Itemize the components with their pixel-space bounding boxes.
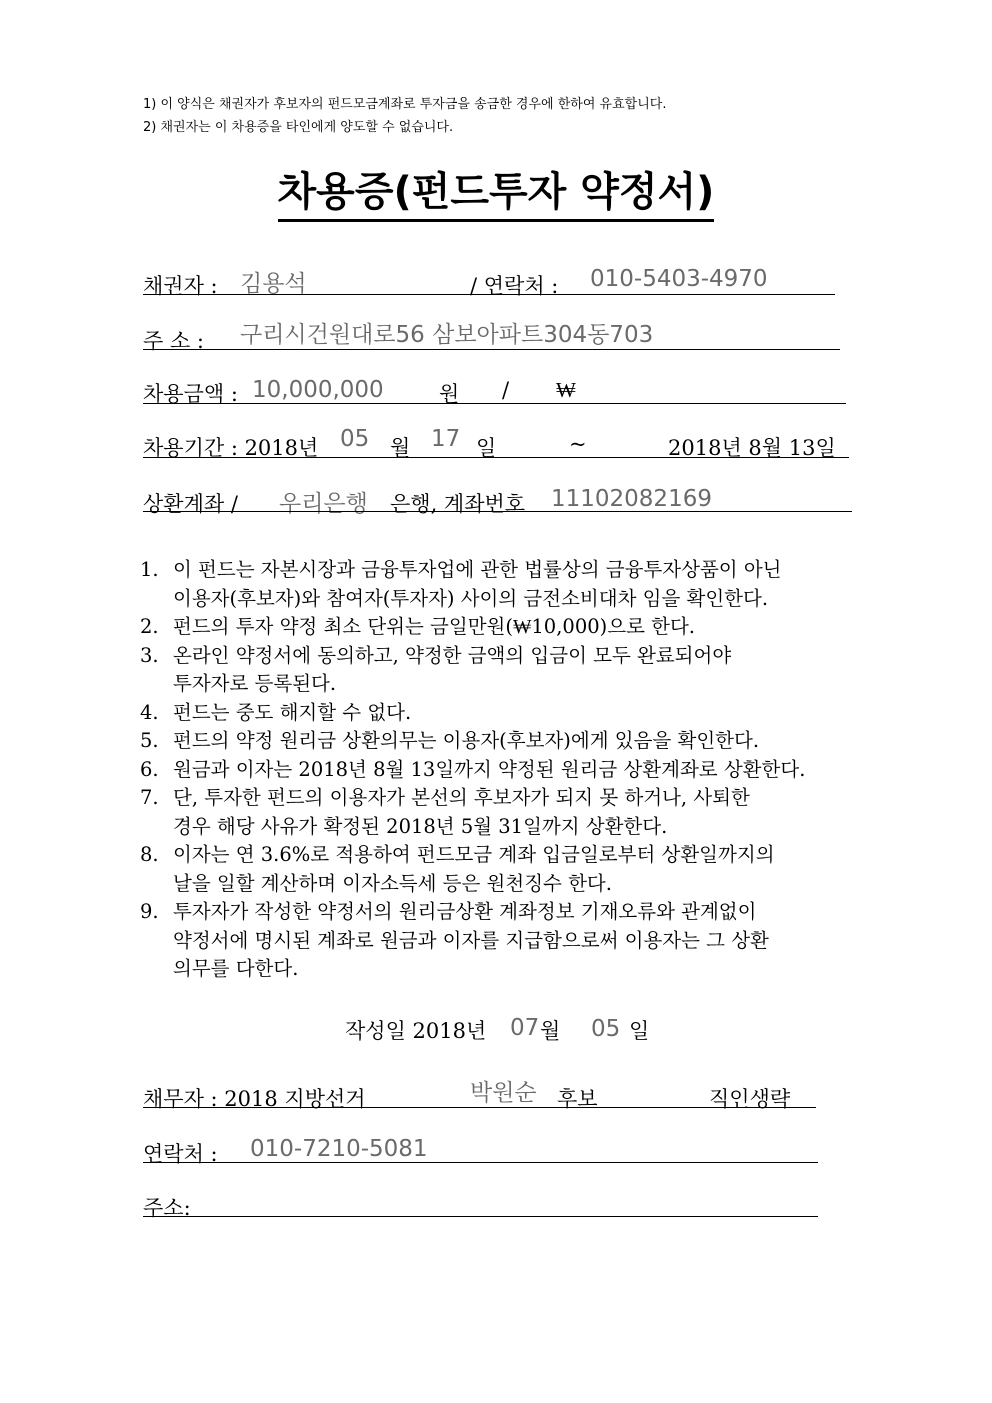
clause-line: 펀드의 약정 원리금 상환의무는 이용자(후보자)에게 있음을 확인한다. <box>173 729 760 752</box>
clause-line: 의무를 다한다. <box>173 957 299 980</box>
clause-line: 날을 일할 계산하며 이자소득세 등은 원천징수 한다. <box>173 871 612 895</box>
clause-number: 1. <box>140 558 159 581</box>
clause-number: 3. <box>140 643 159 667</box>
clause-number: 9. <box>140 900 159 923</box>
clause-number: 4. <box>140 700 159 724</box>
clause-number: 7. <box>140 786 159 809</box>
period-month: 05 <box>340 426 370 452</box>
period-underline <box>143 457 849 458</box>
clause-item <box>140 727 805 756</box>
amount-underline <box>143 403 846 404</box>
debtor-name: 박원순 <box>470 1080 537 1106</box>
period-end: 2018년 8월 13일 <box>668 436 836 460</box>
amount-label: 차용금액 : <box>143 382 238 406</box>
repayment-bank: 우리은행 <box>279 491 368 517</box>
creditor-underline <box>143 294 835 295</box>
debtor-address-underline <box>143 1216 818 1217</box>
repayment-underline <box>143 511 852 512</box>
clause-line: 이자는 연 3.6%로 적용하여 펀드모금 계좌 입금일로부터 상환일까지의 <box>173 843 775 866</box>
period-day: 17 <box>431 426 461 452</box>
clause-number: 8. <box>140 843 159 866</box>
clause-line: 원금과 이자는 2018년 8월 13일까지 약정된 원리금 상환계좌로 상환한다. <box>173 757 806 781</box>
document-title-wrap <box>0 160 992 222</box>
written-day-label: 일 <box>629 1019 650 1043</box>
clause-item <box>140 642 805 699</box>
written-month-label: 월 <box>540 1019 561 1043</box>
debtor-seal: 직인생략 <box>709 1087 791 1111</box>
clause-item <box>140 556 805 613</box>
clause-line: 온라인 약정서에 동의하고, 약정한 금액의 입금이 모두 완료되어야 <box>173 643 732 667</box>
clause-item <box>140 613 805 642</box>
clause-number: 2. <box>140 615 159 638</box>
creditor-name: 김용석 <box>240 271 307 297</box>
clause-line: 투자자가 작성한 약정서의 원리금상환 계좌정보 기재오류와 관계없이 <box>173 900 757 923</box>
creditor-label: 채권자 : <box>143 274 218 298</box>
clause-line: 단, 투자한 펀드의 이용자가 본선의 후보자가 되지 못 하거나, 사퇴한 <box>173 786 750 809</box>
clause-line: 약정서에 명시된 계좌로 원금과 이자를 지급함으로써 이용자는 그 상환 <box>173 928 769 952</box>
clause-line: 펀드의 투자 약정 최소 단위는 금일만원(₩10,000)으로 한다. <box>173 615 695 638</box>
period-day-label: 일 <box>476 436 497 460</box>
clause-line: 경우 해당 사유가 확정된 2018년 5월 31일까지 상환한다. <box>173 814 668 838</box>
clause-item <box>140 898 805 984</box>
clause-line: 이용자(후보자)와 참여자(투자자) 사이의 금전소비대차 임을 확인한다. <box>173 586 769 610</box>
debtor-role: 후보 <box>557 1087 598 1111</box>
period-label: 차용기간 : 2018년 <box>143 436 319 460</box>
period-month-label: 월 <box>390 436 411 460</box>
written-day: 05 <box>591 1016 621 1042</box>
amount-value: 10,000,000 <box>252 377 384 403</box>
period-tilde: ~ <box>569 432 587 456</box>
clauses-list <box>140 556 805 984</box>
clause-item <box>140 841 805 898</box>
written-label: 작성일 2018년 <box>345 1019 487 1043</box>
debtor-contact-value: 010-7210-5081 <box>250 1136 428 1162</box>
debtor-label: 채무자 : 2018 지방선거 <box>143 1087 366 1111</box>
clause-line: 이 펀드는 자본시장과 금융투자업에 관한 법률상의 금융투자상품이 아닌 <box>173 558 782 581</box>
clause-item <box>140 784 805 841</box>
document-title: 차용증(펀드투자 약정서) <box>278 160 715 222</box>
amount-slash: / <box>502 378 510 402</box>
amount-unit: 원 <box>439 382 460 406</box>
creditor-contact: 010-5403-4970 <box>590 266 768 292</box>
repayment-label: 상환계좌 / <box>143 492 238 516</box>
written-month: 07 <box>510 1015 540 1041</box>
repayment-account: 11102082169 <box>551 486 712 512</box>
clause-number: 6. <box>140 757 159 781</box>
clause-item <box>140 699 805 728</box>
address-value: 구리시건원대로56 삼보아파트304동703 <box>240 322 654 348</box>
address-underline <box>143 349 840 350</box>
repayment-bank-label: 은행, 계좌번호 <box>390 492 526 516</box>
address-label: 주 소 : <box>143 329 204 353</box>
clause-line: 투자자로 등록된다. <box>173 672 337 695</box>
debtor-contact-label: 연락처 : <box>143 1142 218 1166</box>
note-2: 2) 채권자는 이 차용증을 타인에게 양도할 수 없습니다. <box>143 120 454 135</box>
clause-item <box>140 756 805 785</box>
debtor-underline <box>143 1107 816 1108</box>
debtor-address-label: 주소: <box>143 1196 191 1220</box>
clause-line: 펀드는 중도 해지할 수 없다. <box>173 700 412 724</box>
amount-currency: ₩ <box>556 378 576 402</box>
note-1: 1) 이 양식은 채권자가 후보자의 펀드모금계좌로 투자금을 송금한 경우에 한하여 유효합니다. <box>143 97 667 112</box>
debtor-contact-underline <box>143 1162 818 1163</box>
creditor-contact-label: / 연락처 : <box>470 274 559 298</box>
clause-number: 5. <box>140 729 159 752</box>
